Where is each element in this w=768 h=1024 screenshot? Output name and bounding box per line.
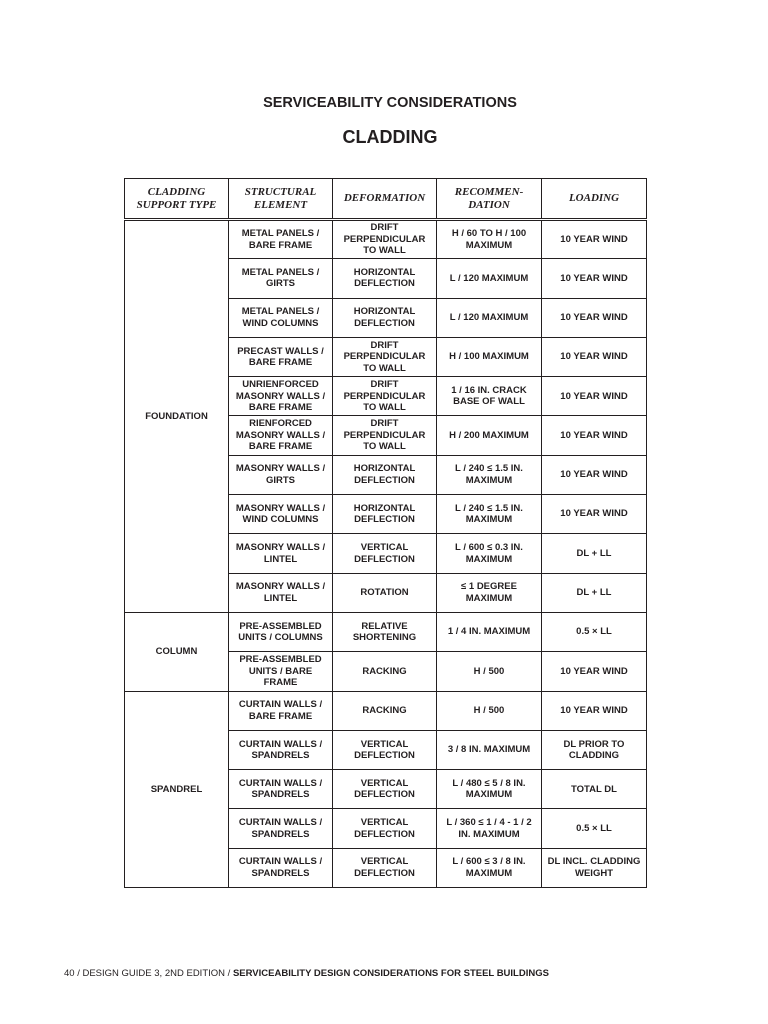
loading-cell: DL PRIOR TO CLADDING [542,730,647,769]
element-cell: METAL PANELS / GIRTS [229,259,333,298]
element-cell: CURTAIN WALLS / SPANDRELS [229,770,333,809]
support-type-cell: SPANDREL [125,691,229,887]
deformation-cell: HORIZONTAL DEFLECTION [333,495,437,534]
deformation-cell: VERTICAL DEFLECTION [333,730,437,769]
recommendation-cell: H / 100 MAXIMUM [437,337,542,376]
recommendation-cell: H / 500 [437,691,542,730]
recommendation-cell: H / 200 MAXIMUM [437,416,542,455]
support-type-cell: COLUMN [125,612,229,691]
loading-cell: 10 YEAR WIND [542,337,647,376]
recommendation-cell: L / 600 ≤ 0.3 IN. MAXIMUM [437,534,542,573]
loading-cell: TOTAL DL [542,770,647,809]
element-cell: CURTAIN WALLS / BARE FRAME [229,691,333,730]
element-cell: METAL PANELS / WIND COLUMNS [229,298,333,337]
loading-cell: 10 YEAR WIND [542,652,647,691]
deformation-cell: DRIFT PERPENDICULAR TO WALL [333,416,437,455]
deformation-cell: RELATIVE SHORTENING [333,612,437,651]
loading-cell: 10 YEAR WIND [542,259,647,298]
deformation-cell: RACKING [333,691,437,730]
element-cell: MASONRY WALLS / LINTEL [229,534,333,573]
deformation-cell: DRIFT PERPENDICULAR TO WALL [333,337,437,376]
table-row [125,220,647,259]
element-cell: CURTAIN WALLS / SPANDRELS [229,730,333,769]
element-cell: CURTAIN WALLS / SPANDRELS [229,809,333,848]
table-row [125,612,647,651]
element-cell: RIENFORCED MASONRY WALLS / BARE FRAME [229,416,333,455]
cladding-table [124,178,647,888]
element-cell: CURTAIN WALLS / SPANDRELS [229,848,333,887]
loading-cell: 10 YEAR WIND [542,495,647,534]
element-cell: MASONRY WALLS / GIRTS [229,455,333,494]
recommendation-cell: 1 / 16 IN. CRACK BASE OF WALL [437,377,542,416]
deformation-cell: RACKING [333,652,437,691]
loading-cell: 0.5 × LL [542,809,647,848]
table-row [125,691,647,730]
recommendation-cell: L / 120 MAXIMUM [437,259,542,298]
deformation-cell: VERTICAL DEFLECTION [333,770,437,809]
page-subheading: CLADDING [342,127,438,147]
deformation-cell: VERTICAL DEFLECTION [333,848,437,887]
header-recommendation: RECOMMEN-DATION [437,179,542,220]
header-loading: LOADING [542,179,647,220]
footer-prefix: 40 / DESIGN GUIDE 3, 2ND EDITION / [64,968,233,979]
recommendation-cell: L / 240 ≤ 1.5 IN. MAXIMUM [437,455,542,494]
deformation-cell: VERTICAL DEFLECTION [333,809,437,848]
element-cell: PRECAST WALLS / BARE FRAME [229,337,333,376]
deformation-cell: HORIZONTAL DEFLECTION [333,298,437,337]
loading-cell: 10 YEAR WIND [542,377,647,416]
recommendation-cell: 1 / 4 IN. MAXIMUM [437,612,542,651]
support-type-cell: FOUNDATION [125,220,229,613]
recommendation-cell: H / 60 TO H / 100 MAXIMUM [437,220,542,259]
recommendation-cell: ≤ 1 DEGREE MAXIMUM [437,573,542,612]
loading-cell: 10 YEAR WIND [542,455,647,494]
loading-cell: DL INCL. CLADDING WEIGHT [542,848,647,887]
header-deformation: DEFORMATION [333,179,437,220]
recommendation-cell: L / 120 MAXIMUM [437,298,542,337]
element-cell: MASONRY WALLS / WIND COLUMNS [229,495,333,534]
recommendation-cell: L / 240 ≤ 1.5 IN. MAXIMUM [437,495,542,534]
deformation-cell: VERTICAL DEFLECTION [333,534,437,573]
element-cell: METAL PANELS / BARE FRAME [229,220,333,259]
deformation-cell: HORIZONTAL DEFLECTION [333,455,437,494]
element-cell: MASONRY WALLS / LINTEL [229,573,333,612]
recommendation-cell: L / 480 ≤ 5 / 8 IN. MAXIMUM [437,770,542,809]
loading-cell: 10 YEAR WIND [542,691,647,730]
element-cell: UNRIENFORCED MASONRY WALLS / BARE FRAME [229,377,333,416]
deformation-cell: DRIFT PERPENDICULAR TO WALL [333,220,437,259]
recommendation-cell: 3 / 8 IN. MAXIMUM [437,730,542,769]
header-support-type: CLADDING SUPPORT TYPE [125,179,229,220]
loading-cell: DL + LL [542,573,647,612]
loading-cell: 10 YEAR WIND [542,220,647,259]
element-cell: PRE-ASSEMBLED UNITS / BARE FRAME [229,652,333,691]
recommendation-cell: L / 360 ≤ 1 / 4 - 1 / 2 IN. MAXIMUM [437,809,542,848]
page-footer [64,968,549,979]
header-structural-element: STRUCTURAL ELEMENT [229,179,333,220]
loading-cell: 10 YEAR WIND [542,416,647,455]
loading-cell: 0.5 × LL [542,612,647,651]
loading-cell: DL + LL [542,534,647,573]
deformation-cell: HORIZONTAL DEFLECTION [333,259,437,298]
loading-cell: 10 YEAR WIND [542,298,647,337]
footer-title: SERVICEABILITY DESIGN CONSIDERATIONS FOR STEEL BUILDINGS [232,968,549,979]
page-heading: SERVICEABILITY CONSIDERATIONS [263,95,517,111]
recommendation-cell: H / 500 [437,652,542,691]
table-header-row [125,179,647,220]
deformation-cell: DRIFT PERPENDICULAR TO WALL [333,377,437,416]
recommendation-cell: L / 600 ≤ 3 / 8 IN. MAXIMUM [437,848,542,887]
element-cell: PRE-ASSEMBLED UNITS / COLUMNS [229,612,333,651]
deformation-cell: ROTATION [333,573,437,612]
